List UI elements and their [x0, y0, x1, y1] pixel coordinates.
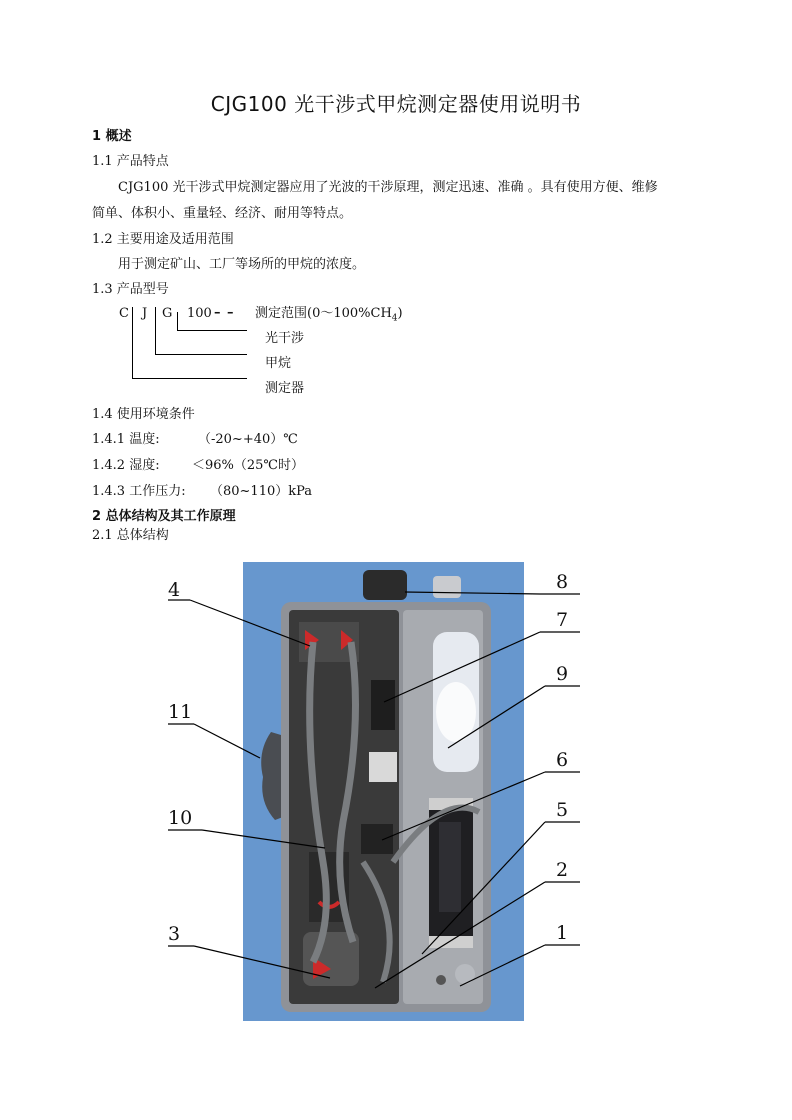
- section-1-heading: 1 概述: [92, 129, 132, 144]
- callout-5: 5: [556, 799, 569, 821]
- paragraph-usage: 用于测定矿山、工厂等场所的甲烷的浓度。: [118, 257, 366, 272]
- page-title: CJG100 光干涉式甲烷测定器使用说明书: [210, 92, 582, 116]
- structure-figure: [160, 560, 590, 1025]
- bracket-line-g: [177, 312, 178, 331]
- env-humidity-value: ＜96%（25℃时）: [192, 458, 304, 473]
- callout-6: 6: [556, 749, 569, 771]
- callout-10: 10: [168, 807, 193, 829]
- callout-1: 1: [556, 922, 569, 944]
- env-humidity-label: 1.4.2 湿度:: [92, 458, 160, 473]
- callout-7: 7: [556, 609, 569, 631]
- callout-8: 8: [556, 571, 569, 593]
- model-letter-g: G: [162, 306, 173, 321]
- callout-2: 2: [556, 859, 569, 881]
- section-1-2-heading: 1.2 主要用途及适用范围: [92, 232, 234, 247]
- bracket-line-j: [155, 307, 156, 355]
- model-letter-c: C: [119, 306, 129, 321]
- model-label-meter: 测定器: [265, 381, 305, 396]
- env-temp-value: （-20~+40）℃: [198, 432, 298, 447]
- callout-4: 4: [168, 579, 181, 601]
- paragraph-features-line-1: CJG100 光干涉式甲烷测定器应用了光波的干涉原理，测定迅速、准确 。具有使用方便、维修: [118, 180, 658, 195]
- paragraph-features-line-2: 简单、体积小、重量轻、经济、耐用等特点。: [92, 206, 353, 221]
- section-1-3-heading: 1.3 产品型号: [92, 282, 169, 297]
- env-temp-label: 1.4.1 温度:: [92, 432, 160, 447]
- env-pressure-value: （80~110）kPa: [210, 484, 313, 499]
- callout-3: 3: [168, 923, 181, 945]
- callout-lines: [160, 560, 590, 1025]
- section-2-heading: 2 总体结构及其工作原理: [92, 509, 236, 524]
- model-dashes: – –: [214, 305, 235, 320]
- leader-meter: [132, 378, 247, 379]
- model-label-methane: 甲烷: [265, 356, 292, 371]
- model-number-100: 100: [187, 306, 212, 321]
- section-1-1-heading: 1.1 产品特点: [92, 154, 169, 169]
- bracket-line-c: [132, 307, 133, 379]
- model-range-label: 测定范围$(0\sim 100\%CH_4)$: [255, 306, 403, 324]
- env-pressure-label: 1.4.3 工作压力:: [92, 484, 186, 499]
- section-2-1-heading: 2.1 总体结构: [92, 528, 169, 543]
- leader-optical: [177, 330, 247, 331]
- leader-methane: [155, 354, 247, 355]
- callout-9: 9: [556, 663, 569, 685]
- model-label-optical: 光干涉: [265, 331, 305, 346]
- callout-11: 11: [168, 701, 193, 723]
- model-letter-j: J: [142, 306, 148, 321]
- section-1-4-heading: 1.4 使用环境条件: [92, 407, 195, 422]
